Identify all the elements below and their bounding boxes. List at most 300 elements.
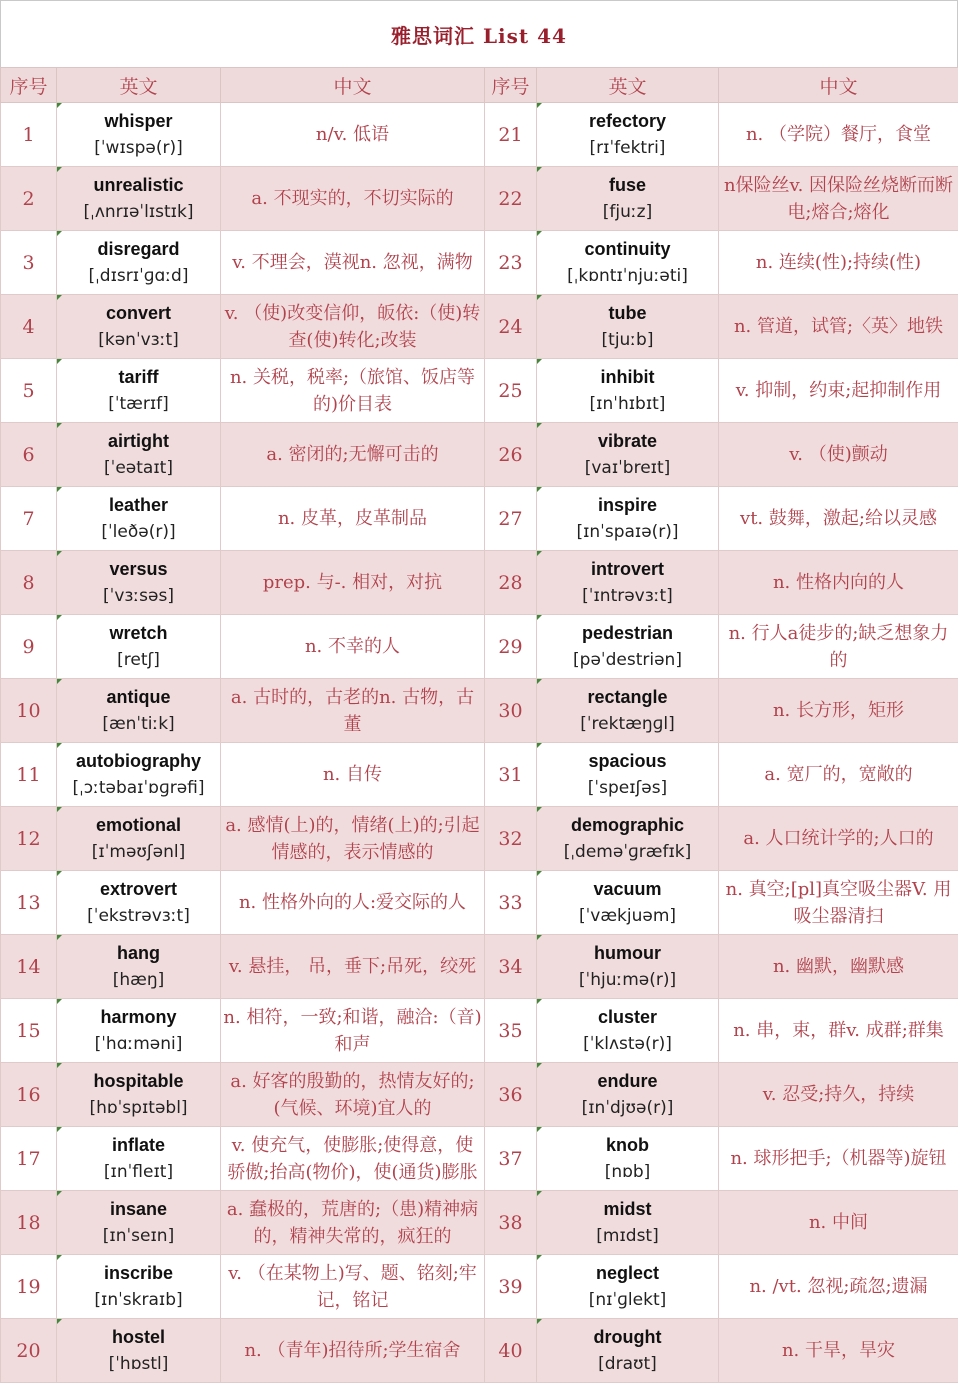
english-cell <box>57 743 221 807</box>
english-word: inspire <box>539 492 716 518</box>
number-cell <box>485 935 537 999</box>
english-word: tariff <box>59 364 218 390</box>
english-word: drought <box>539 1324 716 1350</box>
number-cell <box>485 487 537 551</box>
entry-number: 9 <box>22 636 34 658</box>
cell-comment-marker-icon <box>57 103 62 108</box>
english-cell <box>537 551 719 615</box>
cell-comment-marker-icon <box>537 1319 542 1324</box>
number-cell <box>1 103 57 167</box>
entry-number: 36 <box>498 1084 522 1106</box>
chinese-definition: prep. 与-. 相对，对抗 <box>223 569 482 596</box>
english-cell <box>57 487 221 551</box>
table-row <box>1 871 958 935</box>
number-cell <box>485 1063 537 1127</box>
entry-number: 33 <box>498 892 522 914</box>
chinese-definition: a. 好客的殷勤的，热情友好的;(气候、环境)宜人的 <box>223 1068 482 1122</box>
entry-number: 5 <box>22 380 34 402</box>
table-row <box>1 1319 958 1383</box>
chinese-cell <box>719 679 958 743</box>
number-cell <box>485 807 537 871</box>
entry-number: 32 <box>498 828 522 850</box>
chinese-definition: n. 干旱，旱灾 <box>721 1337 956 1364</box>
english-cell <box>57 295 221 359</box>
chinese-definition: n. 管道，试管;〈英〉地铁 <box>721 313 956 340</box>
chinese-definition: v. 抑制，约束;起抑制作用 <box>721 377 956 404</box>
number-cell <box>485 231 537 295</box>
chinese-cell <box>221 1255 485 1319</box>
entry-number: 6 <box>22 444 34 466</box>
entry-number: 38 <box>498 1212 522 1234</box>
chinese-definition: n. （学院）餐厅，食堂 <box>721 121 956 148</box>
chinese-cell <box>221 999 485 1063</box>
cell-comment-marker-icon <box>57 167 62 172</box>
english-cell <box>57 1191 221 1255</box>
english-cell <box>537 167 719 231</box>
chinese-cell <box>221 871 485 935</box>
entry-number: 1 <box>22 124 34 146</box>
entry-number: 2 <box>22 188 34 210</box>
phonetic-transcription: [nɪˈɡlekt] <box>539 1286 716 1314</box>
chinese-cell <box>719 423 958 487</box>
chinese-definition: n. 性格内向的人 <box>721 569 956 596</box>
chinese-cell <box>719 551 958 615</box>
phonetic-transcription: [pəˈdestriən] <box>539 646 716 674</box>
chinese-definition: a. 蠢极的，荒唐的;（患)精神病的，精神失常的，疯狂的 <box>223 1196 482 1250</box>
phonetic-transcription: [ɪnˈdjʊə(r)] <box>539 1094 716 1122</box>
chinese-definition: n. 中间 <box>721 1209 956 1236</box>
phonetic-transcription: [ˈspeɪʃəs] <box>539 774 716 802</box>
table-row <box>1 999 958 1063</box>
english-word: inflate <box>59 1132 218 1158</box>
chinese-cell <box>221 551 485 615</box>
number-cell <box>485 359 537 423</box>
chinese-definition: a. 古时的，古老的n. 古物，古董 <box>223 684 482 738</box>
entry-number: 17 <box>16 1148 40 1170</box>
table-row <box>1 1063 958 1127</box>
phonetic-transcription: [ɪˈməʊʃənl] <box>59 838 218 866</box>
chinese-definition: n. （青年)招待所;学生宿舍 <box>223 1337 482 1364</box>
chinese-definition: v. 忍受;持久，持续 <box>721 1081 956 1108</box>
phonetic-transcription: [mɪdst] <box>539 1222 716 1250</box>
chinese-definition: a. 人口统计学的;人口的 <box>721 825 956 852</box>
english-cell <box>57 103 221 167</box>
cell-comment-marker-icon <box>57 743 62 748</box>
english-cell <box>537 679 719 743</box>
english-word: cluster <box>539 1004 716 1030</box>
cell-comment-marker-icon <box>57 1127 62 1132</box>
chinese-cell <box>221 1319 485 1383</box>
entry-number: 10 <box>16 700 40 722</box>
phonetic-transcription: [ˈhjuːmə(r)] <box>539 966 716 994</box>
entry-number: 7 <box>22 508 34 530</box>
entry-number: 22 <box>498 188 522 210</box>
english-cell <box>537 743 719 807</box>
chinese-cell <box>221 231 485 295</box>
cell-comment-marker-icon <box>57 871 62 876</box>
chinese-cell <box>719 1191 958 1255</box>
english-cell <box>57 871 221 935</box>
english-word: refectory <box>539 108 716 134</box>
table-row <box>1 1255 958 1319</box>
english-word: vibrate <box>539 428 716 454</box>
phonetic-transcription: [ˈtærɪf] <box>59 390 218 418</box>
english-cell <box>537 615 719 679</box>
chinese-cell <box>719 167 958 231</box>
phonetic-transcription: [ˈeətaɪt] <box>59 454 218 482</box>
english-cell <box>537 423 719 487</box>
english-word: neglect <box>539 1260 716 1286</box>
english-word: airtight <box>59 428 218 454</box>
number-cell <box>485 999 537 1063</box>
english-word: autobiography <box>59 748 218 774</box>
number-cell <box>1 359 57 423</box>
phonetic-transcription: [ˈklʌstə(r)] <box>539 1030 716 1058</box>
english-word: rectangle <box>539 684 716 710</box>
header-number: 序号 <box>485 68 537 103</box>
phonetic-transcription: [retʃ] <box>59 646 218 674</box>
cell-comment-marker-icon <box>57 679 62 684</box>
chinese-definition: a. 感情(上)的，情绪(上)的;引起情感的，表示情感的 <box>223 812 482 866</box>
entry-number: 11 <box>16 764 40 786</box>
cell-comment-marker-icon <box>57 231 62 236</box>
english-word: hang <box>59 940 218 966</box>
english-cell <box>57 423 221 487</box>
english-word: inscribe <box>59 1260 218 1286</box>
chinese-definition: n. 相符，一致;和谐，融洽:（音)和声 <box>223 1004 482 1058</box>
cell-comment-marker-icon <box>537 231 542 236</box>
chinese-cell <box>719 103 958 167</box>
english-word: knob <box>539 1132 716 1158</box>
chinese-definition: n. 长方形，矩形 <box>721 697 956 724</box>
number-cell <box>1 743 57 807</box>
english-word: tube <box>539 300 716 326</box>
english-cell <box>57 231 221 295</box>
english-word: extrovert <box>59 876 218 902</box>
english-word: whisper <box>59 108 218 134</box>
chinese-definition: n. 连续(性);持续(性) <box>721 249 956 276</box>
chinese-definition: n. 关税，税率;（旅馆、饭店等的)价目表 <box>223 364 482 418</box>
english-cell <box>537 1255 719 1319</box>
cell-comment-marker-icon <box>57 423 62 428</box>
chinese-cell <box>221 807 485 871</box>
chinese-definition: n保险丝v. 因保险丝烧断而断电;熔合;熔化 <box>721 172 956 226</box>
chinese-cell <box>221 1127 485 1191</box>
number-cell <box>485 167 537 231</box>
chinese-definition: n/v. 低语 <box>223 121 482 148</box>
phonetic-transcription: [ˌdeməˈɡræfɪk] <box>539 838 716 866</box>
cell-comment-marker-icon <box>57 295 62 300</box>
english-word: unrealistic <box>59 172 218 198</box>
entry-number: 15 <box>16 1020 40 1042</box>
chinese-definition: v. （在某物上)写、题、铭刻;牢记，铭记 <box>223 1260 482 1314</box>
number-cell <box>485 1191 537 1255</box>
header-chinese: 中文 <box>221 68 485 103</box>
cell-comment-marker-icon <box>57 487 62 492</box>
table-row <box>1 295 958 359</box>
chinese-definition: n. 行人a徒步的;缺乏想象力的 <box>721 620 956 674</box>
chinese-definition: v. （使)改变信仰，皈依:（使)转查(使)转化;改装 <box>223 300 482 354</box>
cell-comment-marker-icon <box>537 743 542 748</box>
cell-comment-marker-icon <box>57 615 62 620</box>
header-row <box>1 68 958 103</box>
cell-comment-marker-icon <box>537 679 542 684</box>
header-english: 英文 <box>57 68 221 103</box>
english-cell <box>537 487 719 551</box>
chinese-cell <box>719 359 958 423</box>
table-row <box>1 231 958 295</box>
phonetic-transcription: [hɒˈspɪtəbl] <box>59 1094 218 1122</box>
cell-comment-marker-icon <box>537 1127 542 1132</box>
entry-number: 4 <box>22 316 34 338</box>
english-word: wretch <box>59 620 218 646</box>
number-cell <box>485 679 537 743</box>
chinese-cell <box>719 999 958 1063</box>
number-cell <box>485 551 537 615</box>
english-word: hospitable <box>59 1068 218 1094</box>
table-row <box>1 807 958 871</box>
english-cell <box>57 1319 221 1383</box>
english-word: harmony <box>59 1004 218 1030</box>
number-cell <box>485 295 537 359</box>
phonetic-transcription: [ˈekstrəvɜːt] <box>59 902 218 930</box>
entry-number: 3 <box>22 252 34 274</box>
chinese-cell <box>221 487 485 551</box>
entry-number: 40 <box>498 1340 522 1362</box>
cell-comment-marker-icon <box>537 295 542 300</box>
cell-comment-marker-icon <box>537 1255 542 1260</box>
table-row <box>1 551 958 615</box>
cell-comment-marker-icon <box>537 487 542 492</box>
cell-comment-marker-icon <box>57 1191 62 1196</box>
number-cell <box>1 999 57 1063</box>
phonetic-transcription: [ˌkɒntɪˈnjuːəti] <box>539 262 716 290</box>
chinese-definition: n. 皮革，皮革制品 <box>223 505 482 532</box>
table-row <box>1 1191 958 1255</box>
english-cell <box>537 871 719 935</box>
entry-number: 24 <box>498 316 522 338</box>
cell-comment-marker-icon <box>57 1319 62 1324</box>
cell-comment-marker-icon <box>537 1063 542 1068</box>
entry-number: 26 <box>498 444 522 466</box>
number-cell <box>1 1319 57 1383</box>
phonetic-transcription: [tjuːb] <box>539 326 716 354</box>
cell-comment-marker-icon <box>537 615 542 620</box>
english-cell <box>57 1127 221 1191</box>
number-cell <box>485 871 537 935</box>
cell-comment-marker-icon <box>57 807 62 812</box>
chinese-cell <box>719 743 958 807</box>
chinese-cell <box>719 295 958 359</box>
vocabulary-table <box>0 67 958 1383</box>
english-word: continuity <box>539 236 716 262</box>
chinese-definition: n. 性格外向的人:爱交际的人 <box>223 889 482 916</box>
english-cell <box>537 1127 719 1191</box>
phonetic-transcription: [ˈhɑːməni] <box>59 1030 218 1058</box>
number-cell <box>485 103 537 167</box>
table-row <box>1 487 958 551</box>
cell-comment-marker-icon <box>537 807 542 812</box>
chinese-definition: n. 自传 <box>223 761 482 788</box>
english-word: antique <box>59 684 218 710</box>
chinese-cell <box>719 1063 958 1127</box>
entry-number: 16 <box>16 1084 40 1106</box>
cell-comment-marker-icon <box>537 167 542 172</box>
phonetic-transcription: [ˈvækjuəm] <box>539 902 716 930</box>
chinese-cell <box>221 295 485 359</box>
phonetic-transcription: [ænˈtiːk] <box>59 710 218 738</box>
phonetic-transcription: [ˈvɜːsəs] <box>59 582 218 610</box>
phonetic-transcription: [ˈleðə(r)] <box>59 518 218 546</box>
number-cell <box>485 1319 537 1383</box>
chinese-cell <box>221 1191 485 1255</box>
entry-number: 35 <box>498 1020 522 1042</box>
number-cell <box>1 231 57 295</box>
cell-comment-marker-icon <box>537 1191 542 1196</box>
cell-comment-marker-icon <box>57 1063 62 1068</box>
table-row <box>1 103 958 167</box>
number-cell <box>1 1191 57 1255</box>
phonetic-transcription: [ɪnˈskraɪb] <box>59 1286 218 1314</box>
english-word: humour <box>539 940 716 966</box>
english-cell <box>57 999 221 1063</box>
number-cell <box>1 935 57 999</box>
entry-number: 13 <box>16 892 40 914</box>
english-cell <box>57 551 221 615</box>
english-cell <box>537 999 719 1063</box>
chinese-definition: v. 使充气，使膨胀;使得意，使骄傲;抬高(物价)，使(通货)膨胀 <box>223 1132 482 1186</box>
table-row <box>1 743 958 807</box>
chinese-cell <box>221 679 485 743</box>
chinese-cell <box>719 1127 958 1191</box>
english-cell <box>57 359 221 423</box>
english-word: spacious <box>539 748 716 774</box>
english-cell <box>537 935 719 999</box>
number-cell <box>1 423 57 487</box>
chinese-definition: n. 真空;[pl]真空吸尘器V. 用吸尘器清扫 <box>721 876 956 930</box>
number-cell <box>1 551 57 615</box>
entry-number: 18 <box>16 1212 40 1234</box>
english-word: demographic <box>539 812 716 838</box>
english-cell <box>537 359 719 423</box>
english-word: convert <box>59 300 218 326</box>
phonetic-transcription: [ˈwɪspə(r)] <box>59 134 218 162</box>
chinese-definition: v. 不理会，漠视n. 忽视，满物 <box>223 249 482 276</box>
entry-number: 19 <box>16 1276 40 1298</box>
chinese-cell <box>719 487 958 551</box>
chinese-cell <box>221 359 485 423</box>
entry-number: 39 <box>498 1276 522 1298</box>
cell-comment-marker-icon <box>537 103 542 108</box>
number-cell <box>1 1127 57 1191</box>
cell-comment-marker-icon <box>57 551 62 556</box>
english-cell <box>57 679 221 743</box>
chinese-cell <box>719 807 958 871</box>
number-cell <box>1 679 57 743</box>
chinese-cell <box>221 423 485 487</box>
phonetic-transcription: [nɒb] <box>539 1158 716 1186</box>
cell-comment-marker-icon <box>537 359 542 364</box>
phonetic-transcription: [fjuːz] <box>539 198 716 226</box>
chinese-cell <box>719 1319 958 1383</box>
entry-number: 23 <box>498 252 522 274</box>
english-word: insane <box>59 1196 218 1222</box>
cell-comment-marker-icon <box>537 999 542 1004</box>
entry-number: 25 <box>498 380 522 402</box>
phonetic-transcription: [ɪnˈhɪbɪt] <box>539 390 716 418</box>
chinese-cell <box>719 615 958 679</box>
phonetic-transcription: [hæŋ] <box>59 966 218 994</box>
number-cell <box>1 1063 57 1127</box>
number-cell <box>485 615 537 679</box>
entry-number: 21 <box>498 124 522 146</box>
table-row <box>1 935 958 999</box>
table-row <box>1 359 958 423</box>
english-cell <box>57 935 221 999</box>
english-word: vacuum <box>539 876 716 902</box>
phonetic-transcription: [ˌɔːtəbaɪˈɒɡrəfi] <box>59 774 218 802</box>
table-row <box>1 1127 958 1191</box>
english-cell <box>537 103 719 167</box>
english-word: inhibit <box>539 364 716 390</box>
table-row <box>1 167 958 231</box>
entry-number: 29 <box>498 636 522 658</box>
english-cell <box>537 1191 719 1255</box>
chinese-definition: n. 串，束，群v. 成群;群集 <box>721 1017 956 1044</box>
chinese-cell <box>221 103 485 167</box>
cell-comment-marker-icon <box>537 423 542 428</box>
phonetic-transcription: [vaɪˈbreɪt] <box>539 454 716 482</box>
sheet-title: 雅思词汇 List 44 <box>0 0 958 68</box>
chinese-cell <box>221 935 485 999</box>
table-row <box>1 679 958 743</box>
cell-comment-marker-icon <box>57 935 62 940</box>
chinese-cell <box>719 935 958 999</box>
entry-number: 12 <box>16 828 40 850</box>
entry-number: 34 <box>498 956 522 978</box>
english-word: pedestrian <box>539 620 716 646</box>
phonetic-transcription: [ˌʌnrɪəˈlɪstɪk] <box>59 198 218 226</box>
cell-comment-marker-icon <box>57 359 62 364</box>
cell-comment-marker-icon <box>57 1255 62 1260</box>
entry-number: 8 <box>22 572 34 594</box>
english-cell <box>537 1063 719 1127</box>
chinese-cell <box>719 1255 958 1319</box>
english-word: endure <box>539 1068 716 1094</box>
entry-number: 20 <box>16 1340 40 1362</box>
phonetic-transcription: [ˈrektæŋɡl] <box>539 710 716 738</box>
phonetic-transcription: [ˌdɪsrɪˈɡɑːd] <box>59 262 218 290</box>
cell-comment-marker-icon <box>537 935 542 940</box>
english-cell <box>57 1255 221 1319</box>
entry-number: 30 <box>498 700 522 722</box>
english-cell <box>537 1319 719 1383</box>
english-word: introvert <box>539 556 716 582</box>
number-cell <box>1 487 57 551</box>
phonetic-transcription: [ˈɪntrəvɜːt] <box>539 582 716 610</box>
number-cell <box>485 423 537 487</box>
chinese-cell <box>719 871 958 935</box>
chinese-definition: a. 密闭的;无懈可击的 <box>223 441 482 468</box>
number-cell <box>1 295 57 359</box>
header-chinese: 中文 <box>719 68 958 103</box>
chinese-cell <box>221 167 485 231</box>
chinese-definition: n. 不幸的人 <box>223 633 482 660</box>
english-cell <box>57 807 221 871</box>
cell-comment-marker-icon <box>537 551 542 556</box>
chinese-cell <box>221 615 485 679</box>
chinese-definition: vt. 鼓舞，激起;给以灵感 <box>721 505 956 532</box>
